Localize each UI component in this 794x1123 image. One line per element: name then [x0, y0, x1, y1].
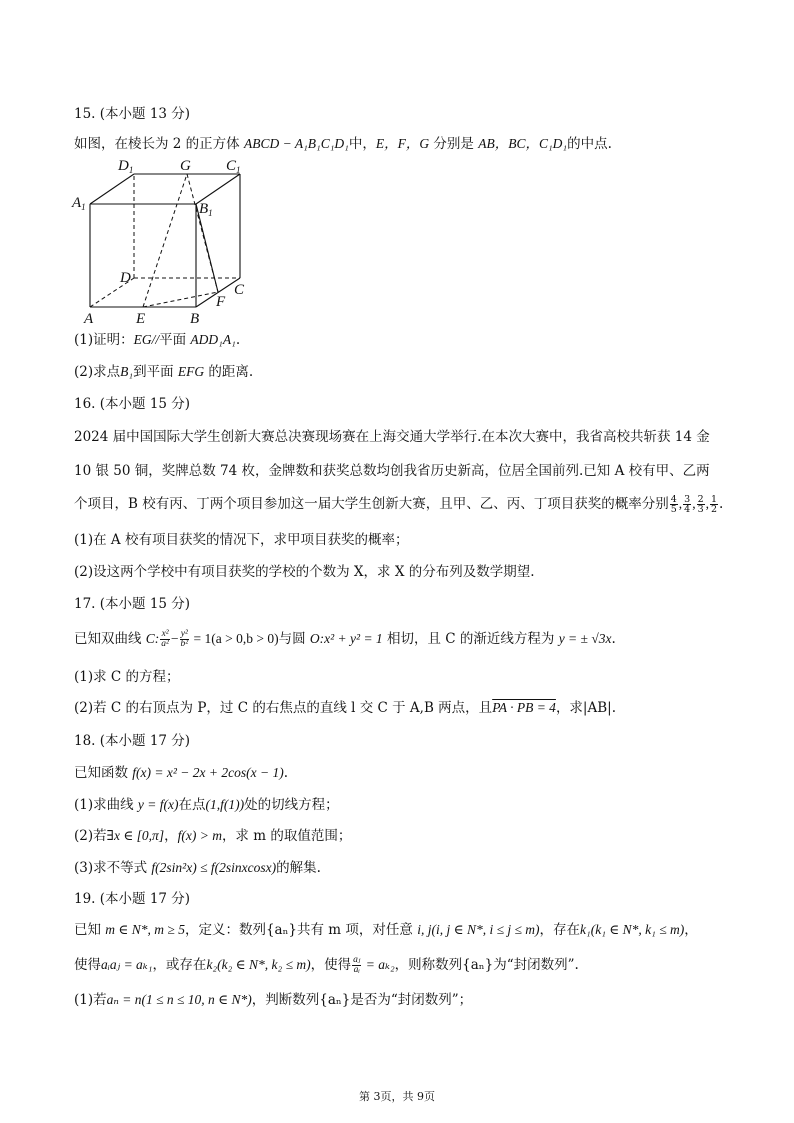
- label-A: A: [84, 311, 94, 327]
- q15-part2-mid: 到平面: [133, 364, 178, 380]
- q19-l2-b: ，使得: [310, 957, 352, 973]
- q15-stem-post: 的中点.: [567, 136, 612, 152]
- q17-part2-end: ，求|AB|.: [555, 700, 616, 716]
- q17-part1: (1)求 C 的方程；: [74, 669, 180, 685]
- q17-frac-y: $\frac{\text{y²}}{\text{b²}}$: [180, 629, 189, 649]
- q17-stem-mid2: 相切，且 C 的渐近线方程为: [382, 631, 559, 647]
- label-A1: $A_1$: [72, 195, 86, 212]
- q15-cube-name: ABCD − A₁B₁C₁D₁: [243, 136, 349, 151]
- q19-l2-end: ，则称数列{aₙ}为“封闭数列”.: [394, 957, 579, 973]
- q18-part3: [74, 859, 321, 877]
- q17-stem: 已知双曲线 C: $\frac{\text{x²}}{\text{a²}}$ − $\frac{\text{y²}}{\text{b²}}$ = 1(a > 0,b > 0)与圆 O:x² + y² = 1 相切，且 C 的渐近线方程为 y = ± √3x.: [74, 629, 616, 649]
- q17-part2: [74, 699, 616, 717]
- q19-l1-a: ，定义：数列{aₙ}共有 m 项，对任意: [184, 922, 418, 938]
- q15-header: 15. (本小题 13 分): [74, 106, 191, 122]
- q18-part1-mid: 在点: [178, 797, 206, 813]
- q19-k1: k₁(k₁ ∈ N*, k₁ ≤ m): [580, 922, 685, 937]
- q19-l1-pre: 已知: [74, 922, 106, 938]
- q19-line1: [74, 921, 698, 939]
- segment-EG: [143, 174, 187, 307]
- q17-circle: O:x² + y² = 1: [309, 631, 383, 646]
- q18-part2-mid: ，: [164, 828, 178, 844]
- q18-function: f(x) = x² − 2x + 2cos(x − 1): [132, 765, 284, 780]
- q16-header: 16. (本小题 15 分): [74, 396, 191, 412]
- label-E: E: [136, 311, 146, 327]
- label-C1: $C_1$: [226, 158, 241, 175]
- q18-part2-end: ，求 m 的取值范围；: [221, 828, 352, 844]
- prob-jia: $\frac{4}{5}$: [670, 494, 677, 515]
- q17-header: 17. (本小题 15 分): [74, 596, 191, 612]
- label-F: F: [216, 294, 226, 310]
- label-C: C: [234, 282, 245, 298]
- q15-part1: [74, 331, 240, 349]
- q15-part1-end: .: [235, 332, 241, 348]
- q17-stem-pre: 已知双曲线: [74, 631, 146, 647]
- edge-B1C1: [196, 174, 240, 204]
- q18-ineq: f(x) > m: [177, 828, 222, 843]
- q17-part2-pre: (2)若 C 的右顶点为 P，过 C 的右焦点的直线 l 交 C 于 A,B 两点，且: [74, 700, 493, 716]
- q19-line2: [74, 956, 579, 975]
- q19-header: 19. (本小题 17 分): [74, 891, 191, 907]
- q16-line1: 2024 届中国国际大学生创新大赛总决赛现场赛在上海交通大学举行.在本次大赛中，我省高校共斩获 14 金: [74, 429, 710, 445]
- q19-ratio-eq: = aₖ₂: [362, 957, 395, 972]
- q15-segments: AB，BC，C₁D₁: [478, 136, 568, 151]
- q15-part2-point: B₁: [120, 364, 134, 379]
- q15-part2: [74, 363, 253, 381]
- q19-l1-b: ，存在: [539, 922, 581, 938]
- q15-stem-mid2: 分别是: [429, 136, 479, 152]
- q18-inequality: f(2sin²x) ≤ f(2sinxcosx): [151, 860, 277, 875]
- q19-l1-end: ，: [684, 922, 698, 938]
- cube-figure: [66, 156, 266, 328]
- q19-part1-end: ，判断数列{aₙ}是否为“封闭数列”；: [251, 992, 473, 1008]
- prob-bing: $\frac{2}{3}$: [697, 494, 704, 515]
- edge-A1D1: [90, 174, 134, 204]
- q15-stem-pre: 如图，在棱长为 2 的正方体: [74, 136, 244, 152]
- q18-part1-end: 处的切线方程；: [244, 797, 339, 813]
- q15-points: E，F，G: [375, 136, 430, 151]
- q17-condition: = 1(a > 0,b > 0): [190, 631, 279, 646]
- q19-product: aᵢaⱼ = aₖ₁: [101, 957, 153, 972]
- q19-part1: [74, 991, 472, 1009]
- q16-line3-text: 个项目，B 校有丙、丁两个项目参加这一届大学生创新大赛，且甲、乙、丙、丁项目获奖的概率分别: [74, 496, 669, 512]
- q18-point: (1,f(1)): [205, 797, 245, 812]
- q19-ij: i, j(i, j ∈ N*, i ≤ j ≤ m): [417, 922, 540, 937]
- label-B: B: [190, 311, 200, 327]
- q19-sequence-def: aₙ = n(1 ≤ n ≤ 10, n ∈ N*): [106, 992, 252, 1007]
- label-D1: $D_1$: [118, 158, 134, 175]
- q18-exists: ∃x ∈ [0,π]: [106, 828, 165, 843]
- q19-k2: k₂(k₂ ∈ N*, k₂ ≤ m): [206, 957, 311, 972]
- q16-line2: 10 银 50 铜，奖牌总数 74 枚，金牌数和获奖总数均创我省历史新高，位居全国前列.已知 A 校有甲、乙两: [74, 463, 710, 479]
- q18-header: 18. (本小题 17 分): [74, 733, 191, 749]
- q18-part3-end: 的解集.: [276, 860, 321, 876]
- q16-part2: (2)设这两个学校中有项目获奖的学校的个数为 X，求 X 的分布列及数学期望.: [74, 564, 535, 580]
- q18-part1-pre: (1)求曲线: [74, 797, 138, 813]
- q18-part3-pre: (3)求不等式: [74, 860, 152, 876]
- q18-stem-pre: 已知函数: [74, 765, 133, 781]
- q19-l2-pre: 使得: [74, 957, 101, 973]
- q17-frac-x: $\frac{\text{x²}}{\text{a²}}$: [161, 629, 169, 649]
- q15-part1-plane: ADD₁A₁: [190, 332, 236, 347]
- q19-ratio: $\frac{\text{aⱼ}}{\text{aᵢ}}$: [353, 955, 361, 975]
- q15-part2-end: 的距离.: [204, 364, 254, 380]
- prob-yi: $\frac{3}{4}$: [684, 494, 691, 515]
- q15-stem: [74, 135, 612, 153]
- page-footer: 第 3页，共 9页: [359, 1090, 435, 1103]
- q15-part1-math: EG//: [133, 332, 160, 347]
- q16-line3: 个项目，B 校有丙、丁两个项目参加这一届大学生创新大赛，且甲、乙、丙、丁项目获奖的概率分别 $\frac{4}{5}$ , $\frac{3}{4}$ , $\frac{2}{3}$ , $\frac{1}{2}$ .: [74, 494, 724, 515]
- q15-part1-plane-word: 平面: [159, 332, 191, 348]
- prob-ding: $\frac{1}{2}$: [710, 494, 718, 515]
- label-G: G: [180, 158, 191, 174]
- q18-stem: 已知函数 f(x) = x² − 2x + 2cos(x − 1).: [74, 765, 289, 781]
- q18-curve: y = f(x): [137, 797, 179, 812]
- q17-asymptote: y = ± √3x: [558, 631, 612, 646]
- q17-curve-name: C:: [145, 631, 160, 646]
- q15-part2-plane: EFG: [177, 364, 205, 379]
- q16-part1: (1)在 A 校有项目获奖的情况下，求甲项目获奖的概率；: [74, 532, 409, 548]
- q18-part2-pre: (2)若: [74, 828, 107, 844]
- q15-part2-label: (2)求点: [74, 364, 121, 380]
- q17-stem-mid: 与圆: [278, 631, 310, 647]
- q19-l2-a: ，或存在: [152, 957, 207, 973]
- q17-vector-product: PA · PB = 4: [492, 700, 556, 715]
- q19-m-cond: m ∈ N*, m ≥ 5: [105, 922, 185, 937]
- label-B1: $B_1$: [199, 201, 213, 218]
- q15-part1-label: (1)证明：: [74, 332, 134, 348]
- q15-stem-mid: 中，: [348, 136, 376, 152]
- label-D: D: [120, 270, 131, 286]
- q18-part1: [74, 796, 339, 814]
- q18-part2: [74, 827, 351, 845]
- q19-part1-pre: (1)若: [74, 992, 107, 1008]
